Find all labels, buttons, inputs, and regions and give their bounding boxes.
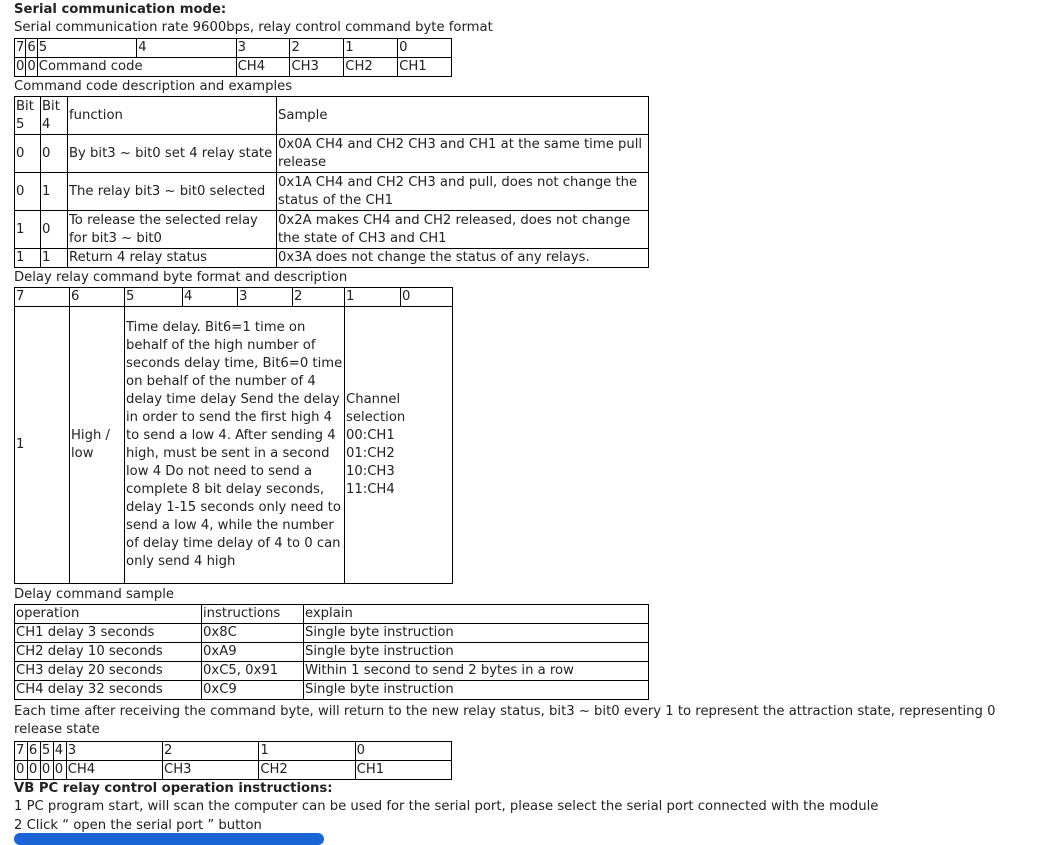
table-cell: 0x0A CH4 and CH2 CH3 and CH1 at the same time pull release	[277, 135, 649, 173]
bit-header: 3	[238, 288, 293, 307]
table-header: Bit 4	[41, 97, 68, 135]
table-cell: 0	[15, 135, 41, 173]
table-cell: CH2	[259, 761, 355, 780]
table-cell: CH3	[163, 761, 259, 780]
table-cell: 0	[41, 135, 68, 173]
table-cell: CH4	[236, 58, 290, 77]
table-cell: 0	[53, 761, 66, 780]
delay-sample-table	[14, 604, 649, 700]
table-cell: CH2 delay 10 seconds	[15, 643, 202, 662]
table-cell: CH1	[398, 58, 452, 77]
bit-header: 6	[27, 742, 40, 761]
table-row	[15, 761, 452, 780]
bit-header: 1	[344, 39, 398, 58]
table-cell: 0xC9	[202, 681, 304, 700]
table-cell: Time delay. Bit6=1 time on behalf of the high number of seconds delay time, Bit6=0 time on behalf of the number of 4 delay time delay Send the delay in order to send the first high 4 to send a low 4. After sending 4 high, must be sent in a second low 4 Do not need to send a complete 8 bit delay seconds, delay 1-15 seconds only need to send a low 4, while the number of delay time delay of 4 to 0 can only send 4 high	[125, 307, 345, 584]
bit-header: 2	[163, 742, 259, 761]
table-cell: Return 4 relay status	[68, 249, 277, 268]
table-header-row	[15, 605, 649, 624]
table-cell: 1	[15, 211, 41, 249]
table-cell: CH4 delay 32 seconds	[15, 681, 202, 700]
table-cell: 0	[15, 173, 41, 211]
table-cell: CH3 delay 20 seconds	[15, 662, 202, 681]
table-cell: 0xA9	[202, 643, 304, 662]
table-cell: 0x1A CH4 and CH2 CH3 and pull, does not change the status of the CH1	[277, 173, 649, 211]
table-cell: 0	[40, 761, 53, 780]
table-row	[15, 662, 649, 681]
table-header: Bit 5	[15, 97, 41, 135]
serial-rate-line: Serial communication rate 9600bps, relay control command byte format	[14, 20, 493, 35]
table-row	[15, 173, 649, 211]
table-cell: High / low	[70, 307, 125, 584]
table-cell: 0x3A does not change the status of any relays.	[277, 249, 649, 268]
delay-format-table	[14, 287, 453, 584]
table-cell: Single byte instruction	[304, 624, 649, 643]
table-header: Sample	[277, 97, 649, 135]
table-row	[15, 307, 453, 584]
table-cell: 1	[15, 249, 41, 268]
vb-step-2: 2 Click “ open the serial port ” button	[14, 818, 262, 833]
table-row	[15, 624, 649, 643]
bit-header: 0	[398, 39, 452, 58]
table-cell: CH1 delay 3 seconds	[15, 624, 202, 643]
table-cell: CH4	[66, 761, 162, 780]
table-cell: Single byte instruction	[304, 681, 649, 700]
command-desc-title: Command code description and examples	[14, 79, 293, 94]
table-cell: 1	[41, 173, 68, 211]
bit-header: 3	[236, 39, 290, 58]
bit-header: 7	[15, 39, 26, 58]
table-cell: 0x2A makes CH4 and CH2 released, does not change the state of CH3 and CH1	[277, 211, 649, 249]
table-cell: 0xC5, 0x91	[202, 662, 304, 681]
table-header: operation	[15, 605, 202, 624]
table-cell: Within 1 second to send 2 bytes in a row	[304, 662, 649, 681]
screenshot-image-edge	[14, 833, 324, 845]
bit-header: 6	[26, 39, 37, 58]
bit-header: 5	[125, 288, 183, 307]
table-cell: 0	[15, 58, 26, 77]
table-cell: CH2	[344, 58, 398, 77]
bit-header: 7	[15, 288, 70, 307]
bit-header: 6	[70, 288, 125, 307]
table-header: function	[68, 97, 277, 135]
bit-header: 5	[40, 742, 53, 761]
bit-header: 5	[37, 39, 136, 58]
bit-header: 1	[259, 742, 355, 761]
delay-format-title: Delay relay command byte format and description	[14, 270, 348, 285]
command-format-table	[14, 38, 452, 77]
table-cell: Command code	[37, 58, 236, 77]
table-cell: To release the selected relay for bit3 ~ bit0	[68, 211, 277, 249]
table-row	[15, 249, 649, 268]
command-desc-table	[14, 96, 649, 268]
return-description: Each time after receiving the command byte, will return to the new relay status, bit3 ~ bit0 every 1 to represent the attraction state, representing 0 release state	[14, 704, 996, 737]
bit-header: 7	[15, 742, 28, 761]
bit-header: 4	[137, 39, 236, 58]
serial-mode-title: Serial communication mode:	[14, 2, 227, 17]
bit-header: 2	[293, 288, 345, 307]
table-cell: CH3	[290, 58, 344, 77]
table-header-row	[15, 742, 452, 761]
table-cell: CH1	[355, 761, 451, 780]
status-table	[14, 741, 452, 780]
table-cell: 0x8C	[202, 624, 304, 643]
table-row	[15, 211, 649, 249]
bit-header: 1	[345, 288, 401, 307]
table-cell: 0	[26, 58, 37, 77]
delay-sample-title: Delay command sample	[14, 587, 174, 602]
table-cell: 0	[41, 211, 68, 249]
bit-header: 4	[183, 288, 238, 307]
table-cell: Single byte instruction	[304, 643, 649, 662]
table-cell: Channel selection 00:CH1 01:CH2 10:CH3 11:CH4	[345, 307, 453, 584]
table-header: explain	[304, 605, 649, 624]
bit-header: 2	[290, 39, 344, 58]
table-row	[15, 643, 649, 662]
table-cell: The relay bit3 ~ bit0 selected	[68, 173, 277, 211]
table-header-row	[15, 97, 649, 135]
table-header-row	[15, 39, 452, 58]
vb-title: VB PC relay control operation instructions:	[14, 781, 333, 796]
bit-header: 3	[66, 742, 162, 761]
table-cell: 1	[15, 307, 70, 584]
vb-step-1: 1 PC program start, will scan the computer can be used for the serial port, please select the serial port connected with the module	[14, 799, 879, 814]
table-cell: 0	[27, 761, 40, 780]
table-cell: By bit3 ~ bit0 set 4 relay state	[68, 135, 277, 173]
bit-header: 0	[355, 742, 451, 761]
table-row	[15, 135, 649, 173]
bit-header: 0	[401, 288, 453, 307]
table-row	[15, 681, 649, 700]
table-header-row	[15, 288, 453, 307]
table-header: instructions	[202, 605, 304, 624]
bit-header: 4	[53, 742, 66, 761]
table-cell: 1	[41, 249, 68, 268]
table-row	[15, 58, 452, 77]
table-cell: 0	[15, 761, 28, 780]
